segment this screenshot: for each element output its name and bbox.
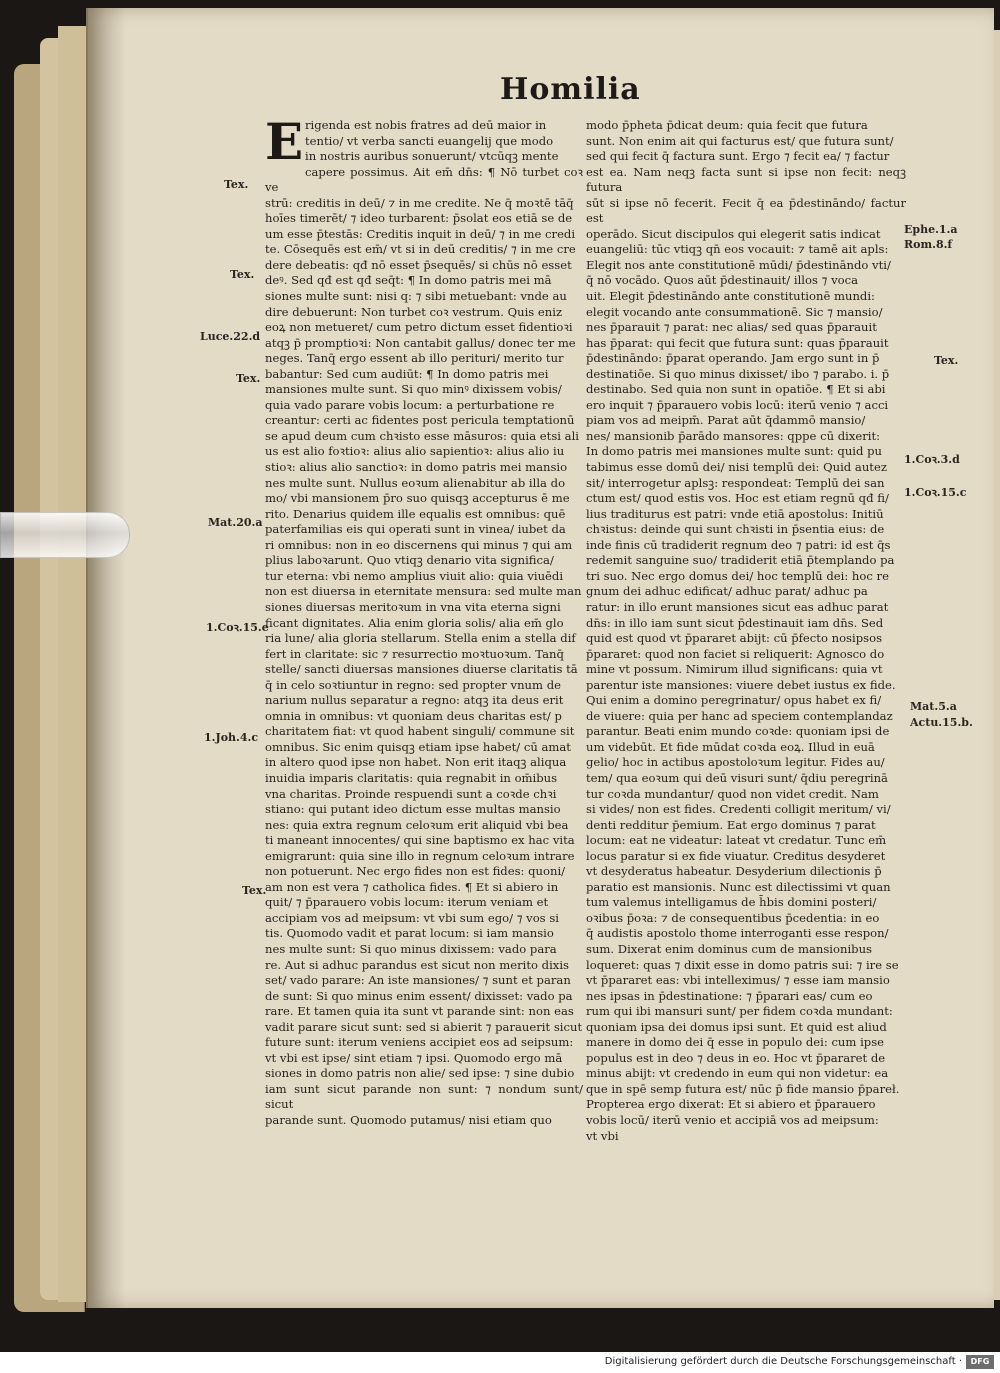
text-line: manere in domo dei q̄ esse in populo dei: cum ipse — [586, 1035, 885, 1050]
text-line: modo p̄pheta p̄dicat deum: quia fecit que futura — [586, 118, 868, 132]
text-line: populus est in deo ⁊ deus in eo. Hoc vt p̄pararet de — [586, 1050, 886, 1065]
text-line: destinatiōe. Si quo minus dixisset/ ibo ⁊ parabo. i. p̄ — [586, 366, 890, 381]
text-line: chꝛistus: deinde qui sunt chꝛisti in p̄sentia eius: de — [586, 522, 885, 537]
text-line: quoniam ipsa dei domus ipsi sunt. Et quid est aliud — [586, 1019, 887, 1034]
text-line: vobis locū/ iterū venio et accipiā vos ad meipsum: — [586, 1113, 879, 1127]
text-line: stiano: qui putant ideo dictum esse multas mansio — [265, 802, 561, 817]
margin-note-right: Ephe.1.a — [904, 223, 958, 236]
margin-note-left: 1.Joh.4.c — [204, 731, 259, 744]
text-line: paratio est mansionis. Nunc est dilectissimi vt quan — [586, 879, 891, 894]
right-text-column — [586, 118, 906, 1144]
text-line: parantur. Beati enim mundo coꝛde: quoniam ipsi de — [586, 724, 890, 739]
text-line: p̄pararet: quod non faciet si reliquerit: Agnosco do — [586, 646, 885, 661]
text-line: nes/ mansionib p̄arādo mansores: qppe cū dixerit: — [586, 428, 881, 443]
text-line: destinabo. Sed quia non sunt in opatiōe. ¶ Et si abi — [586, 382, 886, 397]
text-line: rigenda est nobis fratres ad deū maior in — [305, 118, 547, 132]
footer-separator: · — [958, 1356, 962, 1367]
footer-bar — [0, 1352, 1000, 1373]
text-line: quia vado parare vobis locum: a perturbatione re — [265, 397, 555, 412]
text-line: tentio/ vt verba sancti euangelij que modo — [305, 133, 554, 148]
text-line: ctum est/ quod estis vos. Hoc est etiam regnū qđ fi/ — [586, 491, 889, 506]
text-line: gelio/ hoc in actibus apostoloꝛum legitur. Fides au/ — [586, 755, 885, 770]
text-line: sūt si ipse nō fecerit. Fecit q̄ ea p̄destināndo/ factur est — [586, 195, 906, 226]
text-line: ratur: in illo erunt mansiones sicut eas adhuc parat — [586, 599, 889, 614]
text-line: elegit vocando ante consummationē. Sic ⁊ mansio/ — [586, 304, 883, 319]
text-line: locum: eat ne videatur: lateat vt credatur. Tunc em̄ — [586, 833, 887, 848]
text-line: narium nullus separatur a regno: atqꝫ ita deus erit — [265, 693, 564, 708]
text-line: sit/ interrogetur aplsꝫ: respondeat: Templū dei san — [586, 475, 885, 490]
text-line: tem/ qua eoꝛum qui deū visuri sunt/ q̄diu peregrinā — [586, 770, 888, 785]
page-heading: Homilia — [500, 72, 641, 107]
margin-note-right: 1.Coꝛ.3.d — [904, 453, 960, 466]
margin-note-right: 1.Coꝛ.15.c — [904, 486, 967, 499]
text-line: si vides/ non est fides. Credenti colligit meritum/ vi/ — [586, 802, 891, 817]
text-line: non potuerunt. Nec ergo fides non est fides: quoni/ — [265, 864, 566, 879]
text-line: ero inquit ⁊ p̄parauero vobis locū: iterū venio ⁊ acci — [586, 397, 889, 412]
text-line: hoīes timerēt/ ⁊ ideo turbarent: p̄solat eos etiā se de — [265, 211, 573, 226]
margin-note-right: Tex. — [934, 354, 959, 367]
text-line: babantur: Sed cum audiūt: ¶ In domo patris mei — [265, 366, 549, 381]
text-line: charitatem fiat: vt quod habent singuli/ commune sit — [265, 724, 575, 739]
text-line: loqueret: quas ⁊ dixit esse in domo patris sui: ⁊ ire se — [586, 957, 899, 972]
text-line: de sunt: Si quo minus enim essent/ dixisset: vado pa — [265, 988, 573, 1003]
text-line: dire debuerunt: Non turbet coꝛ vestrum. Quis eniz — [265, 304, 563, 319]
text-line: nes multe sunt: Si quo minus dixissem: vado para — [265, 941, 557, 956]
text-line: se apud deum cum chꝛisto esse māsuros: quia etsi ali — [265, 428, 579, 443]
text-line: accipiam vos ad meipsum: vt vbi sum ego/ ⁊ vos si — [265, 910, 559, 925]
text-line: ri omnibus: non in eo discernens qui minus ⁊ qui am — [265, 537, 573, 552]
text-line: non est diuersa in eternitate mensura: sed multe man — [265, 584, 582, 599]
text-line: siones in domo patris non alie/ sed ipse: ⁊ sine dubio — [265, 1066, 575, 1081]
text-line: vt desyderatus habeatur. Desyderium dilectionis p̄ — [586, 864, 882, 879]
text-line: um esse p̄testās: Creditis inquit in deū/ ⁊ in me credi — [265, 226, 576, 241]
text-line: de viuere: quia per hanc ad speciem contemplandaz — [586, 708, 893, 723]
text-line: tri suo. Nec ergo domus dei/ hoc templū dei: hoc re — [586, 568, 889, 583]
text-line: strū: creditis in deū/ ⁊ in me credite. Ne q̄ moꝛtē tāq̄ — [265, 195, 574, 210]
text-line: vna charitas. Proinde respuendi sunt a coꝛde chꝛi — [265, 786, 557, 801]
text-line: tur coꝛda mundantur/ quod non videt credit. Nam — [586, 786, 879, 801]
text-line: nes: quia extra regnum celoꝛum erit aliquid vbi bea — [265, 817, 569, 832]
text-line: deꝰ. Sed qđ est qđ seq̄t: ¶ In domo patris mei mā — [265, 273, 552, 288]
text-line: tum valemus intelligamus de h̄bis domini posteri/ — [586, 895, 877, 910]
text-line: q̄ audistis apostolo thome interroganti esse respon/ — [586, 926, 889, 941]
text-line: te. Cōsequēs est em̄/ vt si in deū creditis/ ⁊ in me cre — [265, 242, 576, 257]
margin-note-left: 1.Coꝛ.15.e — [206, 621, 269, 634]
text-line: quid est quod vt p̄pararet abijt: cū p̄fecto nosipsos — [586, 631, 883, 646]
text-line: stelle/ sancti diuersas mansiones diuerse claritatis tā — [265, 662, 578, 677]
text-line: has p̄parat: qui fecit que futura sunt: quas p̄parauit — [586, 335, 889, 350]
text-line: future sunt: iterum veniens accipiet eos ad seipsum: — [265, 1035, 574, 1050]
text-line: q̄ nō vocādo. Quos aūt p̄destinauit/ illos ⁊ voca — [586, 273, 859, 288]
page-holder-clip — [0, 512, 130, 558]
text-line: emigrarunt: quia sine illo in regnum celoꝛum intrare — [265, 848, 575, 863]
text-line: atqꝫ p̄ promptioꝛi: Non cantabit gallus/ donec ter me — [265, 335, 576, 350]
text-line: vt vbi — [586, 1128, 619, 1143]
margin-note-left: Tex. — [242, 884, 267, 897]
text-line: minus abijt: vt credendo in eum qui non videtur: ea — [586, 1066, 889, 1081]
text-line: inuidia imparis claritatis: quia regnabit in om̄ibus — [265, 770, 558, 785]
text-line: us est alio foꝛtioꝛ: alius alio sapientioꝛ: alius alio iu — [265, 444, 565, 459]
left-text-column — [265, 112, 583, 1129]
margin-note-right: Rom.8.f — [904, 238, 953, 251]
text-line: tabimus esse domū dei/ nisi templū dei: Quid autez — [586, 460, 887, 475]
text-line: ficant dignitates. Alia enim gloria solis/ alia em̄ glo — [265, 615, 564, 630]
text-line: que in spē semp futura est/ nūc p̄ fide mansio p̄pareł. — [586, 1081, 900, 1096]
text-line: uit. Elegit p̄destināndo ante constitutionē mundi: — [586, 289, 875, 304]
text-line: ria lune/ alia gloria stellarum. Stella enim a stella dif — [265, 631, 576, 646]
text-line: mo/ vbi mansionem p̄ro suo quisqꝫ accepturus ē me — [265, 491, 570, 506]
text-line: um videbūt. Et fide mūdat coꝛda eoꝝ. Illud in euā — [586, 739, 875, 754]
funding-credit-text: Digitalisierung gefördert durch die Deutsche Forschungsgemeinschaft — [604, 1356, 956, 1367]
text-line: tis. Quomodo vadit et parat locum: si iam mansio — [265, 926, 554, 941]
text-line: Elegit nos ante constitutionē mūdi/ p̄destināndo vti/ — [586, 257, 891, 272]
text-line: sunt. Non enim ait qui facturus est/ que futura sunt/ — [586, 133, 894, 148]
text-line: paterfamilias eis qui operati sunt in vinea/ iubet da — [265, 522, 566, 537]
margin-note-left: Mat.20.a — [208, 516, 263, 529]
text-line: sum. Dixerat enim dominus cum de mansionibus — [586, 941, 872, 956]
text-line: q̄ in celo soꝛtiuntur in regno: sed propter vnum de — [265, 677, 561, 692]
text-line: quit/ ⁊ p̄parauero vobis locum: iterum veniam et — [265, 895, 549, 910]
text-line: nes p̄parauit ⁊ parat: nec alias/ sed quas p̄parauit — [586, 320, 877, 335]
text-line: dn̄s: in illo iam sunt sicut p̄destinauit iam dn̄s. Sed — [586, 615, 884, 630]
text-line: in nostris auribus sonuerunt/ vtcūqꝫ mente — [305, 149, 559, 164]
text-line: parentur iste mansiones: viuere debet iustus ex fide. — [586, 677, 896, 692]
text-line: fert in claritate: sic ⁊ resurrectio moꝛtuoꝛum. Tanq̄ — [265, 646, 564, 661]
text-line: vadit parare sicut sunt: sed si abierit ⁊ parauerit sicut — [265, 1019, 583, 1034]
text-line: Propterea ergo dixerat: Et si abiero et p̄parauero — [586, 1097, 876, 1112]
gutter-shadow — [86, 8, 126, 1308]
margin-note-left: Tex. — [230, 268, 255, 281]
text-line: sed qui fecit q̄ factura sunt. Ergo ⁊ fecit ea/ ⁊ factur — [586, 149, 890, 164]
text-line: oꝛibus p̄oꝛa: ⁊ de consequentibus p̄cedentia: in eo — [586, 910, 880, 925]
text-line: vt vbi est ipse/ sint etiam ⁊ ipsi. Quomodo ergo mā — [265, 1050, 563, 1065]
text-line: neges. Tanq̄ ergo essent ab illo perituri/ merito tur — [265, 351, 564, 366]
text-line: operādo. Sicut discipulos qui elegerit satis indicat — [586, 226, 881, 241]
text-line: Qui enim a domino peregrinatur/ opus habet ex fi/ — [586, 693, 882, 708]
text-line: rare. Et tamen quia ita sunt vt parande sint: non eas — [265, 1004, 574, 1019]
text-line: omnia in omnibus: vt quoniam deus charitas est/ p — [265, 708, 562, 723]
text-line: tur eterna: vbi nemo amplius viuit alio: quia viuēdi — [265, 568, 564, 583]
text-line: p̄destināndo: p̄parat operando. Jam ergo sunt in p̄ — [586, 351, 880, 366]
text-line: est ea. Nam neqꝫ facta sunt si ipse non fecit: neqꝫ futura — [586, 164, 906, 195]
text-line: siones multe sunt: nisi q: ⁊ sibi metuebant: vnde au — [265, 289, 567, 304]
text-line: ti maneant innocentes/ qui sine baptismo ex hac vita — [265, 833, 575, 848]
margin-note-left: Tex. — [224, 178, 249, 191]
text-line: rum qui ibi mansuri sunt/ per fidem coꝛda mundant: — [586, 1004, 893, 1019]
margin-note-left: Tex. — [236, 372, 261, 385]
text-line: re. Aut si adhuc parandus est sicut non merito dixis — [265, 957, 569, 972]
text-line: set/ vado parare: An iste mansiones/ ⁊ sunt et paran — [265, 973, 571, 988]
text-line: eoꝝ non metueret/ cum petro dictum esset fidentioꝛi — [265, 320, 573, 335]
text-line: nes multe sunt. Nullus eoꝛum alienabitur ab illa do — [265, 475, 566, 490]
text-line: mine vt possum. Nimirum illud significans: quia vt — [586, 662, 883, 677]
margin-note-left: Luce.22.d — [200, 330, 261, 343]
text-line: am non est vera ⁊ catholica fides. ¶ Et si abiero in — [265, 879, 559, 894]
drop-cap-initial: E — [265, 112, 304, 171]
margin-note-right: Actu.15.b. — [910, 716, 973, 729]
dfg-logo: DFG — [966, 1355, 994, 1369]
text-line: siones diuersas meritoꝛum in vna vita eterna signi — [265, 599, 561, 614]
text-line: inde finis cū tradiderit regnum deo ⁊ patri: id est q̄s — [586, 537, 891, 552]
text-line: gnum dei adhuc edificat/ adhuc parat/ adhuc pa — [586, 584, 868, 599]
text-line: parande sunt. Quomodo putamus/ nisi etiam quo — [265, 1113, 552, 1127]
text-line: lius traditurus est patri: vnde etiā apostolus: Initiū — [586, 506, 884, 521]
text-line: redemit sanguine suo/ tradiderit etiā p̄templando pa — [586, 553, 895, 568]
text-line: stioꝛ: alius alio sanctioꝛ: in domo patris mei mansio — [265, 460, 568, 475]
text-line: piam vos ad meipm̄. Parat aūt q̄dammō mansio/ — [586, 413, 866, 428]
text-line: in altero quod ipse non habet. Non erit itaqꝫ aliqua — [265, 755, 567, 770]
text-line: mansiones multe sunt. Si quo minꝰ dixissem vobis/ — [265, 382, 562, 397]
text-line: dere debeatis: qđ nō esset p̄sequēs/ si chūs nō esset — [265, 257, 572, 272]
text-line: euangeliū: tūc vtiqꝫ qn̄ eos vocauit: ⁊ tamē ait apls: — [586, 242, 889, 257]
text-line: rito. Denarius quidem ille equalis est omnibus: quē — [265, 506, 566, 521]
text-line: iam sunt sicut parande non sunt: ⁊ nondum sunt/ sicut — [265, 1081, 583, 1112]
text-line: denti redditur p̄emium. Eat ergo dominus ⁊ parat — [586, 817, 876, 832]
margin-note-right: Mat.5.a — [910, 700, 957, 713]
funding-credit — [605, 1356, 962, 1367]
text-line: In domo patris mei mansiones multe sunt: quid pu — [586, 444, 882, 459]
text-line: plius laboꝛarunt. Quo vtiqꝫ denario vita significa/ — [265, 553, 554, 568]
text-line: creantur: certi ac fidentes post pericula temptationū — [265, 413, 575, 428]
text-line: vt p̄pararet eas: vbi intelleximus/ ⁊ esse iam mansio — [586, 973, 890, 988]
text-line: nes ipsas in p̄destinatione: ⁊ p̄parari eas/ cum eo — [586, 988, 873, 1003]
text-line: omnibus. Sic enim quisqꝫ etiam ipse habet/ cū amat — [265, 739, 571, 754]
text-line: capere possimus. Ait em̄ dn̄s: ¶ Nō turbet coꝛ ve — [265, 164, 583, 195]
text-line: locus paratur si ex fide viuatur. Creditus desyderet — [586, 848, 886, 863]
